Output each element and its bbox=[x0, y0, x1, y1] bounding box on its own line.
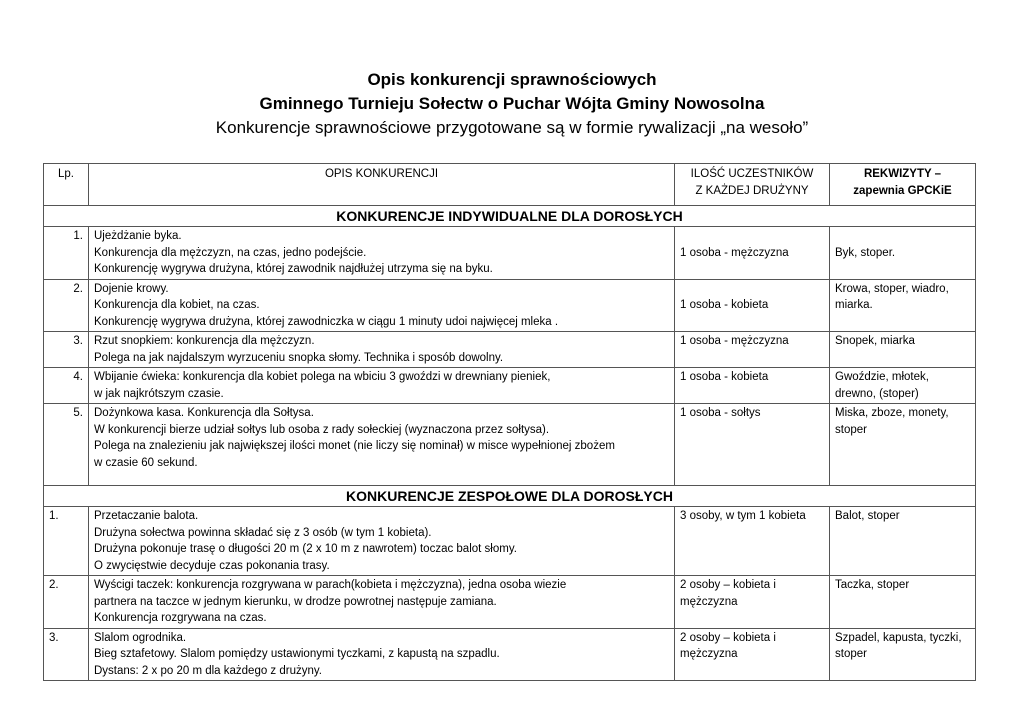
row-participants: 1 osoba - kobieta bbox=[675, 368, 830, 404]
section-title: KONKURENCJE INDYWIDUALNE DLA DOROSŁYCH bbox=[44, 206, 976, 227]
row-description bbox=[89, 368, 675, 404]
description-line: w jak najkrótszym czasie. bbox=[94, 387, 224, 400]
document-title: Opis konkurencji sprawnościowych bbox=[367, 70, 657, 89]
table-row bbox=[44, 368, 976, 404]
row-description bbox=[89, 576, 675, 629]
table-row bbox=[44, 507, 976, 576]
column-header-ilosc-line2: Z KAŻDEJ DRUŻYNY bbox=[695, 184, 809, 197]
row-number: 2. bbox=[44, 279, 89, 332]
competition-table bbox=[43, 163, 976, 681]
table-row bbox=[44, 279, 976, 332]
row-equipment: Szpadel, kapusta, tyczki, stoper bbox=[830, 628, 976, 681]
description-line: Polega na jak najdalszym wyrzuceniu snopka słomy. Technika i sposób dowolny. bbox=[94, 351, 504, 364]
row-participants: 1 osoba - mężczyzna bbox=[675, 227, 830, 280]
section-title: KONKURENCJE ZESPOŁOWE DLA DOROSŁYCH bbox=[44, 486, 976, 507]
row-equipment: Taczka, stoper bbox=[830, 576, 976, 629]
row-participants: 1 osoba - mężczyzna bbox=[675, 332, 830, 368]
row-description bbox=[89, 227, 675, 280]
description-line: Slalom ogrodnika. bbox=[94, 631, 187, 644]
row-equipment: Krowa, stoper, wiadro, miarka. bbox=[830, 279, 976, 332]
column-header-lp: Lp. bbox=[44, 164, 89, 206]
description-line: partnera na taczce w jednym kierunku, w drodze powrotnej następuje zamiana. bbox=[94, 595, 497, 608]
description-line: Rzut snopkiem: konkurencja dla mężczyzn. bbox=[94, 335, 315, 347]
row-number: 5. bbox=[44, 404, 89, 486]
row-participants: 1 osoba - sołtys bbox=[675, 404, 830, 486]
description-line: Konkurencję wygrywa drużyna, której zawodnik najdłużej utrzyma się na byku. bbox=[94, 263, 493, 275]
row-description bbox=[89, 404, 675, 486]
table-row bbox=[44, 227, 976, 280]
row-participants: 1 osoba - kobieta bbox=[675, 279, 830, 332]
description-line: W konkurencji bierze udział sołtys lub osoba z rady sołeckiej (wyznaczona przez sołtysa). bbox=[94, 423, 550, 436]
description-line: Dystans: 2 x po 20 m dla każdego z drużyny. bbox=[94, 664, 322, 677]
row-equipment: Miska, zboze, monety, stoper bbox=[830, 404, 976, 486]
row-description bbox=[89, 332, 675, 368]
row-number: 3. bbox=[44, 332, 89, 368]
column-header-ilosc bbox=[675, 164, 830, 206]
description-line: w czasie 60 sekund. bbox=[94, 456, 198, 469]
row-number: 3. bbox=[44, 628, 89, 681]
row-number: 2. bbox=[44, 576, 89, 629]
description-line: Drużyna pokonuje trasę o długości 20 m (2 x 10 m z nawrotem) toczac balot słomy. bbox=[94, 543, 517, 555]
description-line: Konkurencja dla mężczyzn, na czas, jedno podejście. bbox=[94, 246, 367, 259]
description-line: Przetaczanie balota. bbox=[94, 510, 199, 522]
row-equipment: Snopek, miarka bbox=[830, 332, 976, 368]
row-number: 1. bbox=[44, 227, 89, 280]
row-participants: 3 osoby, w tym 1 kobieta bbox=[675, 507, 830, 576]
row-equipment: Gwoździe, młotek, drewno, (stoper) bbox=[830, 368, 976, 404]
document-intro: Konkurencje sprawnościowe przygotowane są w formie rywalizacji „na wesoło” bbox=[215, 118, 809, 137]
column-header-rekwizyty bbox=[830, 164, 976, 206]
row-description bbox=[89, 628, 675, 681]
section-header-row bbox=[44, 206, 976, 227]
description-line: Polega na znalezieniu jak największej ilości monet (nie liczy się nominał) w misce wypełnionej zbożem bbox=[94, 440, 615, 452]
row-description bbox=[89, 507, 675, 576]
table-header-row bbox=[44, 164, 976, 206]
row-participants: 2 osoby – kobieta i mężczyzna bbox=[675, 576, 830, 629]
description-line: Dożynkowa kasa. Konkurencja dla Sołtysa. bbox=[94, 407, 314, 419]
row-number: 4. bbox=[44, 368, 89, 404]
row-description bbox=[89, 279, 675, 332]
description-line: Dojenie krowy. bbox=[94, 282, 169, 295]
description-line: Ujeżdżanie byka. bbox=[94, 230, 182, 242]
row-equipment: Balot, stoper bbox=[830, 507, 976, 576]
description-line: Wbijanie ćwieka: konkurencja dla kobiet polega na wbiciu 3 gwoździ w drewniany pieniek, bbox=[94, 371, 551, 383]
document-subtitle: Gminnego Turnieju Sołectw o Puchar Wójta Gminy Nowosolna bbox=[259, 94, 765, 113]
description-line: Konkurencja dla kobiet, na czas. bbox=[94, 299, 260, 311]
column-header-opis: OPIS KONKURENCJI bbox=[89, 164, 675, 206]
description-line: Konkurencję wygrywa drużyna, której zawodniczka w ciągu 1 minuty udoi najwięcej mleka . bbox=[94, 315, 559, 328]
description-line: Bieg sztafetowy. Slalom pomiędzy ustawionymi tyczkami, z kapustą na szpadlu. bbox=[94, 648, 500, 660]
section-header-row bbox=[44, 486, 976, 507]
column-header-ilosc-line1: ILOŚĆ UCZESTNIKÓW bbox=[690, 168, 814, 180]
table-row bbox=[44, 404, 976, 486]
description-line: O zwycięstwie decyduje czas pokonania trasy. bbox=[94, 559, 330, 572]
description-line: Wyścigi taczek: konkurencja rozgrywana w parach(kobieta i mężczyzna), jedna osoba wiezie bbox=[94, 579, 567, 591]
table-row bbox=[44, 332, 976, 368]
description-line: Konkurencja rozgrywana na czas. bbox=[94, 612, 267, 624]
table-row bbox=[44, 628, 976, 681]
row-equipment: Byk, stoper. bbox=[830, 227, 976, 280]
row-number: 1. bbox=[44, 507, 89, 576]
table-row bbox=[44, 576, 976, 629]
column-header-rekwizyty-line1: REKWIZYTY – bbox=[863, 168, 942, 180]
column-header-rekwizyty-line2: zapewnia GPCKiE bbox=[853, 184, 952, 197]
description-line: Drużyna sołectwa powinna składać się z 3 osób (w tym 1 kobieta). bbox=[94, 526, 432, 539]
row-participants: 2 osoby – kobieta i mężczyzna bbox=[675, 628, 830, 681]
